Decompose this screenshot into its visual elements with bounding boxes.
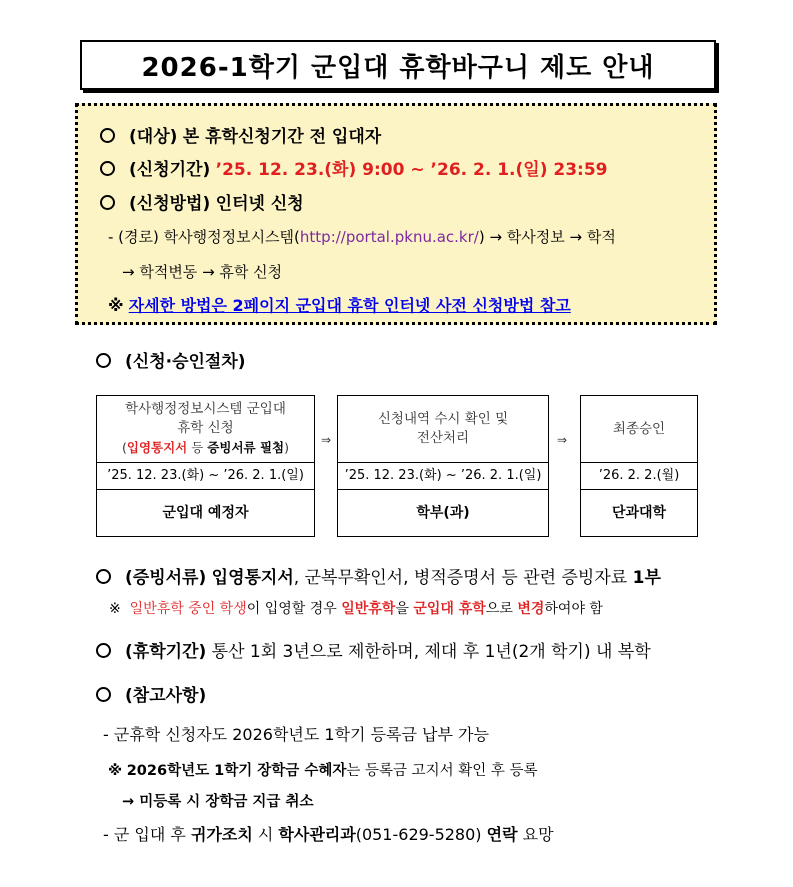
target-line — [100, 122, 381, 147]
flow-box-apply-desc — [97, 400, 314, 457]
target-label: (대상) — [129, 127, 178, 147]
paren-open: ( — [121, 440, 127, 455]
flow-arrow-icon: ⇒ — [321, 433, 332, 447]
note-mark: ※ — [108, 296, 124, 315]
reference-note-text: 는 등록금 고지서 확인 후 등록 — [346, 763, 538, 779]
flow-approve-owner: 단과대학 — [611, 505, 667, 521]
ref2-c: 시 — [252, 825, 279, 844]
leave-period-line — [96, 637, 651, 662]
route-line-2: → 학적변동 → 휴학 신청 — [122, 263, 283, 281]
circle-bullet-icon — [100, 195, 115, 210]
note-red-1: 일반휴학 중인 학생 — [129, 601, 247, 617]
documents-note — [109, 598, 603, 618]
flow-box-apply — [96, 395, 315, 537]
ref2-f: 연락 — [486, 825, 518, 844]
ref2-d: 학사관리과 — [278, 825, 356, 844]
flow-apply-line3 — [97, 438, 314, 457]
note-text-3: 으로 — [485, 601, 518, 617]
target-text: 본 휴학신청기간 전 입대자 — [182, 127, 382, 147]
reference-item-1: - 군휴학 신청자도 2026학년도 1학기 등록금 납부 가능 — [103, 725, 489, 744]
flow-process-line1: 신청내역 수시 확인 및 — [377, 411, 509, 427]
note-text-1: 이 입영할 경우 — [246, 601, 342, 617]
flow-box-process-desc — [338, 410, 548, 448]
documents-line — [96, 563, 661, 588]
route-suffix: ) → 학사정보 → 학적 — [478, 228, 616, 246]
circle-bullet-icon — [96, 687, 111, 702]
method-line — [100, 189, 304, 214]
circle-bullet-icon — [100, 128, 115, 143]
documents-count: 1부 — [632, 568, 661, 588]
page-title: 2026-1학기 군입대 휴학바구니 제도 안내 — [80, 40, 716, 90]
documents-bold-item: 입영통지서 — [211, 568, 294, 588]
note-line — [108, 293, 571, 316]
circle-bullet-icon — [100, 161, 115, 176]
flow-process-line2: 전산처리 — [416, 430, 470, 446]
flow-approve-date: ’26. 2. 2.(월) — [581, 462, 697, 490]
flow-box-approve — [580, 395, 698, 537]
flow-apply-line2: 휴학 신청 — [177, 420, 234, 436]
note-text-2: 을 — [395, 601, 414, 617]
ref2-e: (051-629-5280) — [355, 825, 487, 844]
note-mark: ※ — [108, 763, 123, 779]
flow-apply-owner: 군입대 예정자 — [162, 505, 249, 521]
flow-apply-bold-text: 증빙서류 필첨 — [207, 440, 285, 455]
leave-period-text: 통산 1회 3년으로 제한하며, 제대 후 1년(2개 학기) 내 복학 — [211, 642, 651, 662]
reference-note — [108, 759, 538, 780]
note-red-3: 군입대 휴학 — [413, 601, 486, 617]
method-text: 인터넷 신청 — [215, 194, 304, 214]
reference-item-2 — [103, 822, 554, 845]
flow-apply-line1: 학사행정정보시스템 군입대 — [125, 401, 286, 417]
flow-approve-line1: 최종승인 — [612, 421, 666, 437]
documents-label: (증빙서류) — [125, 568, 207, 588]
flow-box-process — [337, 395, 549, 537]
detail-guide-link[interactable]: 자세한 방법은 2페이지 군입대 휴학 인터넷 사전 신청방법 참고 — [128, 296, 571, 315]
paren-close: ) — [284, 440, 289, 455]
flow-process-owner: 학부(과) — [416, 505, 470, 521]
period-text: ’25. 12. 23.(화) 9:00 ~ ’26. 2. 1.(일) 23:59 — [215, 160, 608, 180]
note-red-4: 변경 — [517, 601, 545, 617]
documents-rest: , 군복무확인서, 병적증명서 등 관련 증빙자료 — [293, 568, 628, 588]
period-line — [100, 155, 608, 180]
flow-apply-date: ’25. 12. 23.(화) ~ ’26. 2. 1.(일) — [97, 462, 314, 490]
leave-period-label: (휴학기간) — [125, 642, 207, 662]
circle-bullet-icon — [96, 353, 111, 368]
period-label: (신청기간) — [129, 160, 211, 180]
portal-link[interactable]: http://portal.pknu.ac.kr/ — [299, 228, 479, 246]
method-label: (신청방법) — [129, 194, 211, 214]
route-prefix: - (경로) 학사행정정보시스템( — [108, 228, 300, 246]
circle-bullet-icon — [96, 569, 111, 584]
info-box — [75, 103, 717, 325]
flow-apply-red-text: 입영통지서 — [126, 440, 188, 455]
reference-label: (참고사항) — [125, 686, 207, 706]
note-mark: ※ — [109, 601, 121, 617]
note-text-4: 하여야 함 — [544, 601, 603, 617]
circle-bullet-icon — [96, 643, 111, 658]
ref2-g: 요망 — [517, 825, 554, 844]
ref2-a: - 군 입대 후 — [103, 825, 191, 844]
flow-arrow-icon: ⇒ — [557, 433, 568, 447]
procedure-label: (신청·승인절차) — [125, 352, 246, 372]
route-line — [108, 226, 616, 247]
note-red-2: 일반휴학 — [341, 601, 396, 617]
ref2-b: 귀가조치 — [190, 825, 253, 844]
reference-note-bold: 2026학년도 1학기 장학금 수혜자 — [126, 763, 347, 779]
flow-apply-mid-text: 등 — [187, 440, 208, 455]
reference-note-line2: → 미등록 시 장학금 지급 취소 — [122, 794, 314, 810]
flow-process-date: ’25. 12. 23.(화) ~ ’26. 2. 1.(일) — [338, 462, 548, 490]
procedure-heading — [96, 347, 246, 372]
reference-heading — [96, 681, 206, 706]
